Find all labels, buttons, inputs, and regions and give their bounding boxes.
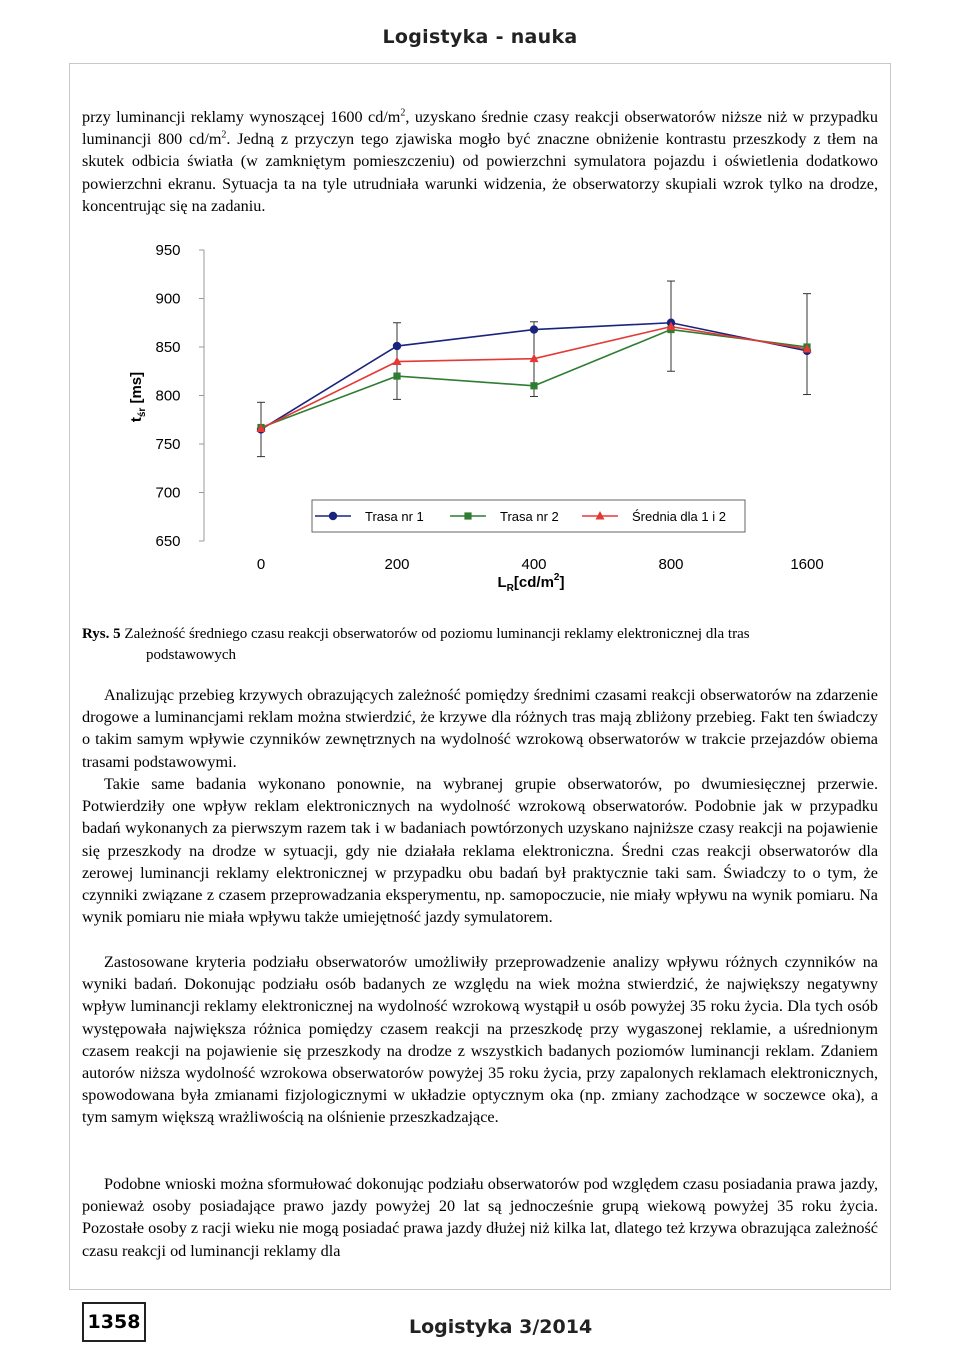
chart-legend bbox=[312, 500, 745, 532]
caption-text: Zależność średniego czasu reakcji obserwatorów od poziomu luminancji reklamy elektronicznej dla tras bbox=[124, 626, 750, 642]
body-paragraph-2: Takie same badania wykonano ponownie, na wybranej grupie obserwatorów, po dwumiesięcznej przerwie. Potwierdziły one wpływ reklam elektronicznych na wydolność wzrokową obserwatorów. Podobnie jak w przypadku badań wykonanych za pierwszym razem tak i w badaniach powtórzonych uzyskano najniższe czasy reakcji na pojawienie się przeszkody na drodze w sytuacji, gdy nie działała reklama elektroniczna. Średni czas reakcji obserwatorów dla zerowej luminancji reklamy elektronicznej w przypadku obu badań był praktycznie taki sam. Świadczy to o tym, że czynniki związane z czasem przeprowadzania eksperymentu, np. samopoczucie, nie miały wpływu na wynik pomiaru. Na wynik pomiaru nie miała wpływu także umiejętność jazdy symulatorem. bbox=[82, 775, 878, 927]
series-1-point bbox=[393, 342, 401, 350]
body-paragraph-3: Zastosowane kryteria podziału obserwatorów umożliwiły przeprowadzenie analizy wpływu różnych czynników na wyniki badań. Dokonując podziału osób badanych ze względu na wiek można stwierdzić, że największy negatywny wpływ luminancji reklamy elektronicznej na wydolność wzrokową wystąpił u osób powyżej 35 roku życia. Dla tych osób występowała największa różnica pomiędzy czasem reakcji na przeszkodę przy wygaszonej reklamie, a uśrednionym czasem reakcji na pojawienie się przeszkody na drodze z wszystkich badanych poziomów luminancji reklam. Zdaniem autorów niższa wydolność wzrokowa obserwatorów powyżej 35 roku życia, przy zapalonych reklamach elektronicznych, spowodowana była zmianami fizjologicznymi w układzie optycznym oka (np. zmiany zachodzące w soczewce oka), a tym samym większą wrażliwością na olśnienie przeszkadzające. bbox=[82, 953, 878, 1127]
body-paragraph-4: Podobne wnioski można sformułować dokonując podziału obserwatorów pod względem czasu posiadania prawa jazdy, ponieważ osoby posiadające prawo jazdy powyżej 20 lat są jednocześnie grupą wiekową powyżej 35 roku życia. Pozostałe osoby z racji wieku nie mogą posiadać prawa jazdy dłużej niż kilka lat, dlatego też krzywa obrazująca zależność czasu reakcji od luminancji reklamy dla bbox=[82, 1175, 878, 1260]
x-axis-label: $L_R[cd/m^2]$ bbox=[497, 572, 565, 594]
figure-caption bbox=[82, 624, 878, 666]
legend-marker bbox=[464, 512, 471, 519]
caption-number: 5 bbox=[113, 626, 121, 642]
series-2-point bbox=[530, 382, 537, 389]
x-tick-label: 800 bbox=[658, 556, 684, 573]
body-paragraph-1: Analizując przebieg krzywych obrazujących zależność pomiędzy średnimi czasami reakcji obserwatorów na zdarzenie drogowe a luminancjami reklam można stwierdzić, że krzywe dla różnych tras mają zbliżony przebieg. Fakt ten świadczy o takim samym wpływie czynników zewnętrznych na wydolność wzrokową obserwatorów w trakcie przejazdów obiema trasami podstawowymi. bbox=[82, 686, 878, 771]
legend-label: Trasa nr 1 bbox=[365, 509, 424, 524]
intro-sup-1: 2 bbox=[400, 107, 406, 119]
x-tick-label: 1600 bbox=[790, 556, 824, 573]
legend-label: Trasa nr 2 bbox=[500, 509, 559, 524]
footer-journal-issue: Logistyka 3/2014 bbox=[409, 1316, 593, 1338]
legend-marker bbox=[329, 512, 337, 520]
y-tick-label: 900 bbox=[155, 290, 181, 308]
y-tick-label: 800 bbox=[155, 387, 181, 405]
y-tick-label: 750 bbox=[155, 436, 181, 453]
legend-label: Średnia dla 1 i 2 bbox=[632, 509, 726, 524]
caption-label: Rys. bbox=[82, 626, 110, 642]
x-tick-label: 200 bbox=[384, 556, 410, 573]
y-tick-label: 850 bbox=[155, 339, 181, 356]
y-axis-label: $t_{śr}$ [ms] bbox=[128, 371, 148, 423]
journal-header: Logistyka - nauka bbox=[382, 26, 578, 48]
reaction-time-chart bbox=[0, 0, 960, 620]
y-tick-label: 700 bbox=[155, 484, 181, 502]
caption-text-continued: podstawowych bbox=[146, 647, 236, 663]
y-tick-label: 950 bbox=[155, 242, 181, 259]
x-tick-label: 0 bbox=[256, 556, 266, 573]
x-tick-label: 400 bbox=[521, 556, 547, 573]
series-2-point bbox=[393, 373, 400, 380]
series-1-point bbox=[530, 325, 538, 333]
intro-text-a: przy luminancji reklamy wynoszącej 1600 cd/m bbox=[82, 108, 401, 126]
intro-text-c: . Jedną z przyczyn tego zjawiska mogło być znaczne obniżenie kontrastu przeszkody z tłem na skutek odbicia światła (w zamkniętym pomieszczeniu) od powierzchni symulatora pojazdu i oświetlenia dodatkowo powierzchni ekranu. Sytuacja ta na tyle utrudniała warunki widzenia, że obserwatorzy skupiali wzrok tylko na drodze, koncentrując się na zadaniu. bbox=[82, 130, 878, 215]
y-tick-label: 650 bbox=[155, 533, 181, 550]
page-number: 1358 bbox=[82, 1302, 146, 1342]
intro-sup-2: 2 bbox=[221, 129, 227, 141]
intro-text-b: , uzyskano średnie czasy reakcji obserwatorów niższe niż w przypadku luminancji 800 cd/m bbox=[82, 108, 878, 149]
